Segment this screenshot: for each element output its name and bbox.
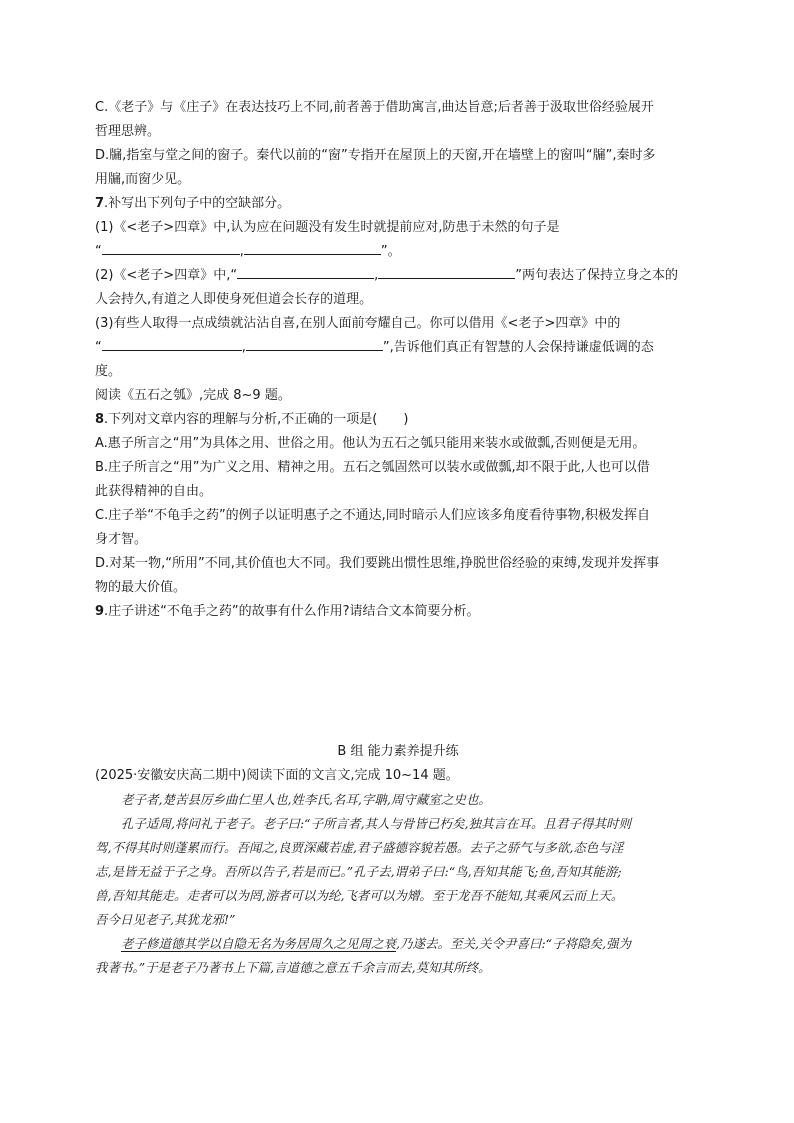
passage-para2-line3: 志,是皆无益于子之身。吾所以告子,若是而已。”孔子去,谓弟子曰:“鸟,吾知其能飞;鱼,吾知其能游; [95,864,622,879]
q7-number: 7 [95,196,105,211]
q8-stem: 8.下列对文章内容的理解与分析,不正确的一项是( ) [95,412,409,427]
group-b-intro: (2025·安徽安庆高二期中)阅读下面的文言文,完成 10~14 题。 [95,768,459,783]
q8-option-d-line1: D.对某一物,“所用”不同,其价值也大不同。我们要跳出惯性思维,挣脱世俗经验的束缚,发现并发挥事 [95,556,660,571]
q8-option-c-line1: C.庄子举“不龟手之药”的例子以证明惠子之不通达,同时暗示人们应该多角度看待事物,积极发挥自 [95,508,650,523]
q7-sub1-line2: “ , ”。 [95,240,701,264]
passage-para2-line1: 孔子适周,将问礼于老子。老子曰:“子所言者,其人与骨皆已朽矣,独其言在耳。且君子得其时则 [121,816,632,831]
passage-para1: 老子者,楚苦县厉乡曲仁里人也,姓李氏,名耳,字聃,周守藏室之史也。 [121,792,491,807]
q8-option-c-line2: 身才智。 [95,532,148,547]
passage-para2-line5: 吾今日见老子,其犹龙邪!” [95,912,236,927]
q8-option-a: A.惠子所言之“用”为具体之用、世俗之用。他认为五石之瓠只能用来装水或做瓢,否则便是无用。 [95,436,646,451]
reading-intro: 阅读《五石之瓠》,完成 8~9 题。 [95,388,291,403]
q6-option-c-line1: C.《老子》与《庄子》在表达技巧上不同,前者善于借助寓言,曲达旨意;后者善于汲取世俗经验展开 [95,100,654,115]
q7-sub3-line2: “ , ”,告诉他们真正有智慧的人会保持谦虚低调的态 [95,336,701,360]
q7-blank-2a[interactable] [237,264,374,279]
q7-blank-1b[interactable] [244,240,381,255]
q8-option-b-line2: 此获得精神的自由。 [95,484,213,499]
q6-option-d-line1: D.牖,指室与堂之间的窗子。秦代以前的“窗”专指开在屋顶上的天窗,开在墙壁上的窗叫“牖”,秦时多 [95,148,656,163]
passage-para2-line2: 驾,不得其时则蓬累而行。吾闻之,良贾深藏若虚,君子盛德容貌若愚。去子之骄气与多欲,态色与淫 [95,840,624,855]
passage-para3-line2: 我著书。”于是老子乃著书上下篇,言道德之意五千余言而去,莫知其所终。 [95,960,491,975]
q7-sub2-line1: (2)《<老子>四章》中,“ , ”两句表达了保持立身之本的 [95,264,701,288]
group-b-title: B 组 能力素养提升练 [337,744,459,759]
document-page [95,96,701,980]
q8-number: 8 [95,412,105,427]
answer-space [95,624,701,740]
q7-sub3-line1: (3)有些人取得一点成绩就沾沾自喜,在别人面前夸耀自己。你可以借用《<老子>四章》中的 [95,316,621,331]
q8-option-d-line2: 物的最大价值。 [95,580,187,595]
q7-sub2-line2: 人会持久,有道之人即使身死但道会长存的道理。 [95,292,373,307]
q7-stem: 7.补写出下列句子中的空缺部分。 [95,196,291,211]
q7-sub1-line1: (1)《<老子>四章》中,认为应在问题没有发生时就提前应对,防患于未然的句子是 [95,220,560,235]
q7-blank-3b[interactable] [246,336,383,351]
q7-blank-1a[interactable] [102,240,240,255]
passage-para2-line4: 兽,吾知其能走。走者可以为罔,游者可以为纶,飞者可以为矰。至于龙吾不能知,其乘风云而上天。 [95,888,624,903]
underlined-sentence: 老子修道德其学以自隐无名为务居周久之见周之衰 [121,936,397,951]
passage-para3-line1: 老子修道德其学以自隐无名为务居周久之见周之衰,乃遂去。至关,关令尹喜曰:“子将隐矣,强为 [121,936,632,951]
q8-option-b-line1: B.庄子所言之“用”为广义之用、精神之用。五石之瓠固然可以装水或做瓢,却不限于此,人也可以借 [95,460,650,475]
q6-option-d-line2: 用牖,而窗少见。 [95,172,191,187]
q6-option-c-line2: 哲理思辨。 [95,124,161,139]
q7-sub3-line3: 度。 [95,364,122,379]
q9-number: 9 [95,604,105,619]
q7-blank-3a[interactable] [102,336,242,351]
q7-blank-2b[interactable] [378,264,515,279]
q9-stem: 9.庄子讲述“不龟手之药”的故事有什么作用?请结合文本简要分析。 [95,604,480,619]
